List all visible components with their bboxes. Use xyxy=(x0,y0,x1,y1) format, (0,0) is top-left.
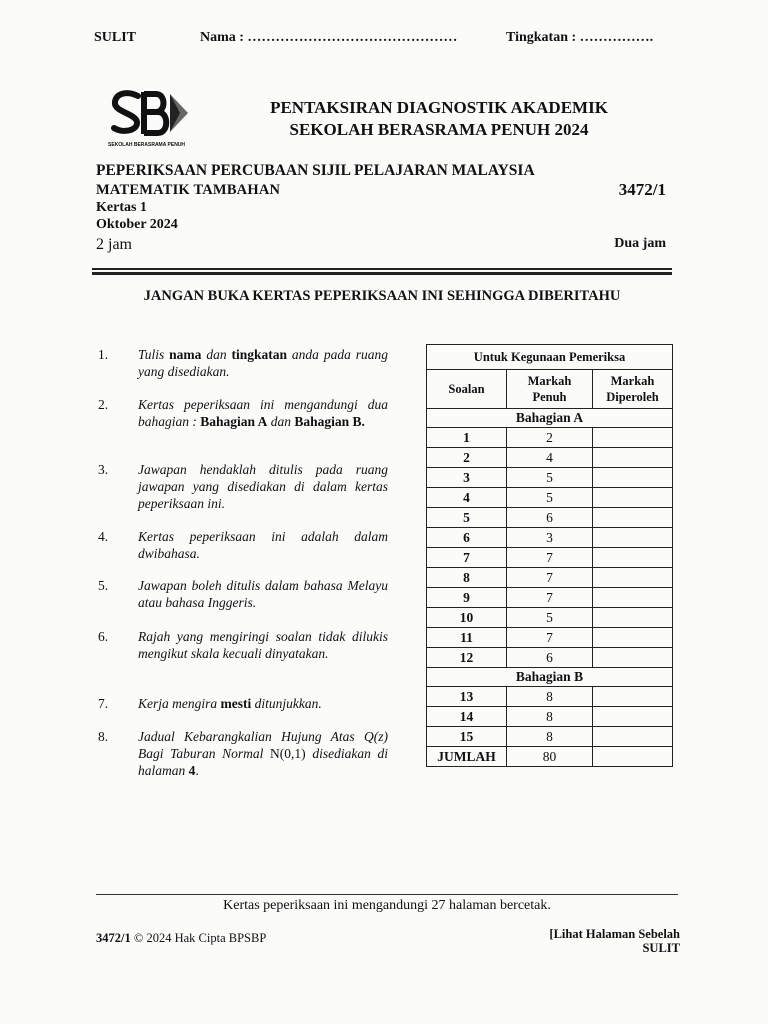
col-header-soalan: Soalan xyxy=(427,370,507,409)
page-count-note: Kertas peperiksaan ini mengandungi 27 halaman bercetak. xyxy=(223,898,551,913)
table-row xyxy=(427,648,673,668)
form-field-label: Tingkatan : ……………. xyxy=(506,30,654,45)
table-row xyxy=(427,568,673,588)
question-number: 10 xyxy=(427,608,507,628)
obtained-marks xyxy=(593,628,673,648)
sbp-logo-icon xyxy=(108,88,194,150)
section-b-header: Bahagian B xyxy=(427,668,673,687)
assessment-title: PENTAKSIRAN DIAGNOSTIK AKADEMIK xyxy=(270,98,608,117)
question-number: 7 xyxy=(427,548,507,568)
obtained-marks xyxy=(593,648,673,668)
table-row xyxy=(427,448,673,468)
full-marks: 8 xyxy=(507,707,593,727)
question-number: 13 xyxy=(427,687,507,707)
section-a-header: Bahagian A xyxy=(427,409,673,428)
obtained-marks xyxy=(593,687,673,707)
full-marks: 8 xyxy=(507,687,593,707)
total-label: JUMLAH xyxy=(427,747,507,767)
exam-duration: 2 jam xyxy=(96,236,132,253)
table-row xyxy=(427,428,673,448)
total-row xyxy=(427,747,673,767)
paper-number: Kertas 1 xyxy=(96,200,147,215)
obtained-marks xyxy=(593,468,673,488)
table-row xyxy=(427,727,673,747)
full-marks: 5 xyxy=(507,488,593,508)
question-number: 9 xyxy=(427,588,507,608)
obtained-marks xyxy=(593,548,673,568)
obtained-marks xyxy=(593,727,673,747)
name-field-label: Nama : ……………………………………… xyxy=(200,30,458,45)
full-marks: 7 xyxy=(507,548,593,568)
table-row xyxy=(427,628,673,648)
full-marks: 7 xyxy=(507,588,593,608)
question-number: 14 xyxy=(427,707,507,727)
copyright-notice: 3472/1 © 2024 Hak Cipta BPSBP xyxy=(96,931,267,945)
subject-code: 3472/1 xyxy=(618,180,666,199)
obtained-marks xyxy=(593,508,673,528)
exam-duration-words: Dua jam xyxy=(614,236,666,251)
full-marks: 6 xyxy=(507,648,593,668)
total-obtained-marks xyxy=(593,747,673,767)
full-marks: 7 xyxy=(507,628,593,648)
question-number: 1 xyxy=(427,428,507,448)
full-marks: 5 xyxy=(507,468,593,488)
subject-name: MATEMATIK TAMBAHAN xyxy=(96,182,281,198)
question-number: 15 xyxy=(427,727,507,747)
question-number: 12 xyxy=(427,648,507,668)
table-row xyxy=(427,588,673,608)
sbp-logo xyxy=(108,88,194,150)
obtained-marks xyxy=(593,488,673,508)
divider-thick xyxy=(92,272,672,275)
table-row xyxy=(427,468,673,488)
warning-notice: JANGAN BUKA KERTAS PEPERIKSAAN INI SEHINGGA DIBERITAHU xyxy=(143,288,621,304)
full-marks: 5 xyxy=(507,608,593,628)
table-row xyxy=(427,508,673,528)
col-header-markah-penuh: Markah Penuh xyxy=(507,370,593,409)
next-page-note: [Lihat Halaman Sebelah xyxy=(549,927,680,941)
table-title: Untuk Kegunaan Pemeriksa xyxy=(427,345,673,370)
full-marks: 4 xyxy=(507,448,593,468)
table-row xyxy=(427,528,673,548)
question-number: 11 xyxy=(427,628,507,648)
obtained-marks xyxy=(593,588,673,608)
full-marks: 7 xyxy=(507,568,593,588)
examiner-marks-table xyxy=(426,344,673,767)
col-header-markah-diperoleh: Markah Diperoleh xyxy=(593,370,673,409)
sulit-footer-label: SULIT xyxy=(642,941,680,955)
question-number: 3 xyxy=(427,468,507,488)
table-row xyxy=(427,548,673,568)
question-number: 8 xyxy=(427,568,507,588)
obtained-marks xyxy=(593,528,673,548)
footer-divider xyxy=(96,894,678,895)
question-number: 2 xyxy=(427,448,507,468)
divider-thin xyxy=(92,268,672,270)
school-title: SEKOLAH BERASRAMA PENUH 2024 xyxy=(289,120,589,139)
question-number: 5 xyxy=(427,508,507,528)
sulit-label: SULIT xyxy=(94,30,137,45)
obtained-marks xyxy=(593,568,673,588)
full-marks: 3 xyxy=(507,528,593,548)
table-row xyxy=(427,687,673,707)
table-row xyxy=(427,707,673,727)
obtained-marks xyxy=(593,608,673,628)
table-row xyxy=(427,488,673,508)
obtained-marks xyxy=(593,428,673,448)
full-marks: 2 xyxy=(507,428,593,448)
obtained-marks xyxy=(593,448,673,468)
table-row xyxy=(427,608,673,628)
logo-caption: SEKOLAH BERASRAMA PENUH xyxy=(108,142,186,148)
total-full-marks: 80 xyxy=(507,747,593,767)
obtained-marks xyxy=(593,707,673,727)
full-marks: 8 xyxy=(507,727,593,747)
exam-name: PEPERIKSAAN PERCUBAAN SIJIL PELAJARAN MALAYSIA xyxy=(96,162,535,179)
exam-date: Oktober 2024 xyxy=(96,217,178,232)
question-number: 6 xyxy=(427,528,507,548)
full-marks: 6 xyxy=(507,508,593,528)
question-number: 4 xyxy=(427,488,507,508)
